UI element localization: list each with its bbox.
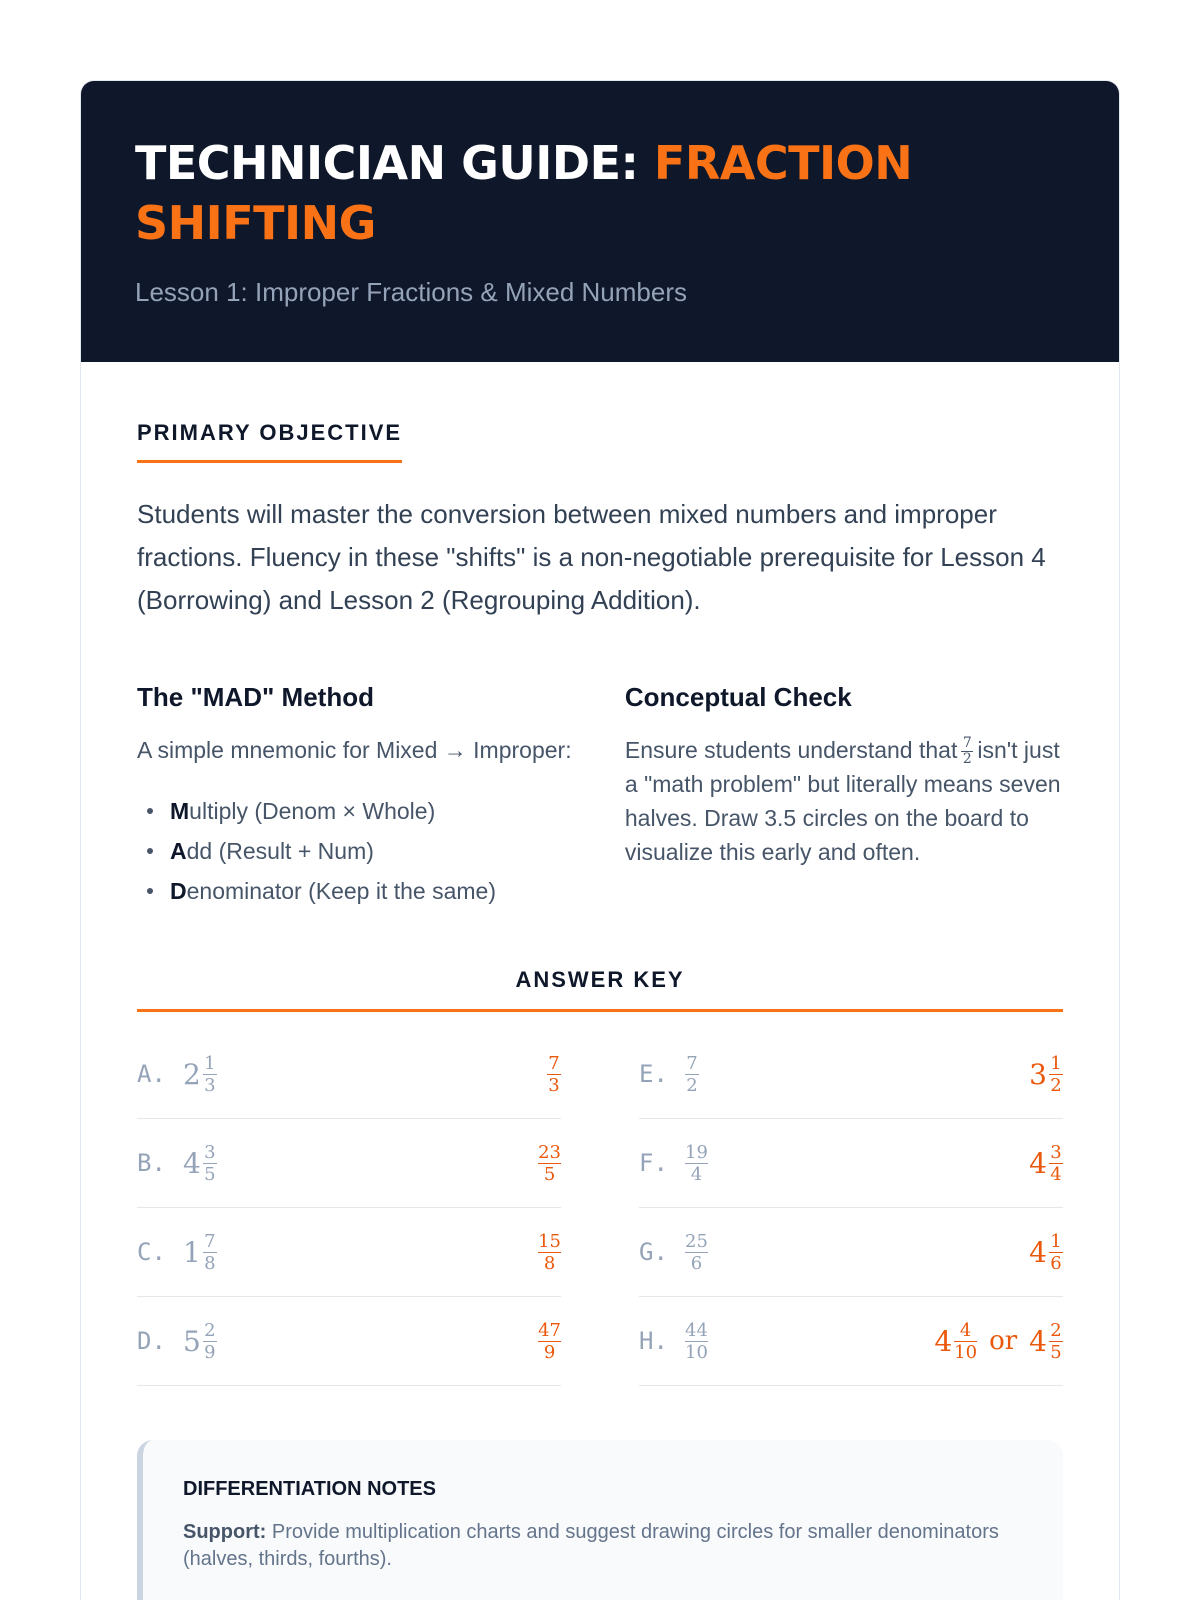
differentiation-notes <box>137 1440 1063 1600</box>
fraction-denominator: 6 <box>1050 1252 1062 1274</box>
problem <box>137 1231 217 1274</box>
answer-row <box>137 1119 561 1208</box>
problem-letter: E. <box>639 1060 668 1088</box>
problem-letter: B. <box>137 1149 166 1177</box>
whole-number: 2 <box>183 1057 201 1091</box>
whole-number: 4 <box>183 1146 201 1180</box>
answer-key-left-column <box>137 1030 561 1386</box>
list-item <box>137 831 625 871</box>
fraction-denominator: 4 <box>690 1163 703 1185</box>
fraction-numerator: 7 <box>962 735 972 752</box>
problem <box>137 1320 217 1363</box>
mixed-number <box>1029 1053 1063 1096</box>
fraction-numerator: 19 <box>685 1141 708 1163</box>
fraction-numerator: 23 <box>538 1141 561 1163</box>
fraction-stack <box>203 1053 217 1096</box>
fraction-denominator: 5 <box>204 1163 216 1185</box>
fraction-stack <box>538 1142 561 1185</box>
fraction-denominator: 2 <box>962 751 972 768</box>
fraction-stack <box>538 1320 561 1363</box>
fraction <box>685 1053 699 1096</box>
answer-key-grid <box>137 1030 1063 1386</box>
problem-letter: G. <box>639 1238 668 1266</box>
support-text: Provide multiplication charts and suggest drawing circles for smaller denominators (halves, thirds, fourths). <box>183 1521 999 1570</box>
mad-intro: A simple mnemonic for Mixed → Improper: <box>137 737 572 763</box>
answer <box>1029 1231 1063 1274</box>
mnemonic-letter: D <box>170 878 187 904</box>
fraction-denominator: 5 <box>1050 1341 1062 1363</box>
page-subtitle: Lesson 1: Improper Fractions & Mixed Numbers <box>135 277 687 307</box>
concept-heading: Conceptual Check <box>624 682 852 712</box>
two-column-section <box>137 682 1063 911</box>
problem-letter: F. <box>639 1149 668 1177</box>
fraction-numerator: 4 <box>959 1319 972 1341</box>
fraction-numerator: 3 <box>204 1141 216 1163</box>
fraction-denominator: 2 <box>686 1074 698 1096</box>
fraction-numerator: 1 <box>204 1052 216 1074</box>
answer-key-right-column <box>639 1030 1063 1386</box>
answer <box>547 1053 561 1096</box>
answer <box>538 1142 561 1185</box>
header-banner <box>81 81 1119 362</box>
fraction-denominator: 8 <box>543 1252 556 1274</box>
answer <box>934 1320 1063 1363</box>
fraction-numerator: 15 <box>538 1230 561 1252</box>
objective-text: Students will master the conversion between mixed numbers and improper fractions. Fluency in these "shifts" is a non-negotiable prerequisite for Lesson 4 (Borrowing) and Lesson 2 (Regrouping Addition). <box>137 499 1046 615</box>
answer-row <box>639 1208 1063 1297</box>
fraction-stack <box>1049 1320 1063 1363</box>
fraction-numerator: 7 <box>548 1052 560 1074</box>
problem <box>639 1142 708 1185</box>
notes-heading: DIFFERENTIATION NOTES <box>183 1478 436 1500</box>
fraction-denominator: 5 <box>543 1163 556 1185</box>
whole-number: 1 <box>183 1235 201 1269</box>
answer-key-title: ANSWER KEY <box>137 967 1063 1012</box>
answer-row <box>639 1119 1063 1208</box>
fraction-denominator: 2 <box>1050 1074 1062 1096</box>
fraction <box>538 1320 561 1363</box>
problem <box>137 1142 217 1185</box>
guide-card <box>80 80 1120 1600</box>
fraction <box>685 1320 708 1363</box>
guide-body <box>81 362 1119 1600</box>
answer-row <box>137 1030 561 1119</box>
fraction-stack <box>685 1231 708 1274</box>
answer <box>1029 1142 1063 1185</box>
fraction-denominator: 3 <box>204 1074 216 1096</box>
fraction-stack <box>203 1231 217 1274</box>
fraction-stack <box>547 1053 561 1096</box>
problem <box>639 1053 699 1096</box>
answer <box>1029 1053 1063 1096</box>
fraction-numerator: 47 <box>538 1319 561 1341</box>
problem-letter: D. <box>137 1327 166 1355</box>
mixed-number <box>183 1320 217 1363</box>
fraction-denominator: 8 <box>204 1252 216 1274</box>
mad-list <box>137 791 625 911</box>
fraction-stack <box>1049 1231 1063 1274</box>
answer <box>538 1231 561 1274</box>
fraction-numerator: 1 <box>1050 1052 1062 1074</box>
fraction-numerator: 25 <box>685 1230 708 1252</box>
whole-number: 5 <box>183 1324 201 1358</box>
fraction <box>685 1231 708 1274</box>
answer-row <box>639 1030 1063 1119</box>
problem <box>639 1231 708 1274</box>
mixed-number <box>183 1053 217 1096</box>
mnemonic-letter: A <box>170 838 187 864</box>
mixed-number <box>1029 1142 1063 1185</box>
fraction-stack <box>1049 1142 1063 1185</box>
fraction-stack <box>685 1142 708 1185</box>
mixed-number <box>1029 1320 1063 1363</box>
fraction-numerator: 2 <box>204 1319 216 1341</box>
concept-text-before: Ensure students understand that <box>624 737 958 763</box>
whole-number: 4 <box>934 1324 953 1358</box>
fraction-numerator: 7 <box>686 1052 698 1074</box>
fraction-numerator: 1 <box>1050 1230 1062 1252</box>
objective-label: PRIMARY OBJECTIVE <box>137 420 402 463</box>
problem-letter: A. <box>137 1060 166 1088</box>
fraction-stack <box>203 1320 217 1363</box>
answer <box>538 1320 561 1363</box>
fraction-denominator: 10 <box>954 1341 978 1363</box>
problem <box>137 1053 217 1096</box>
support-label: Support: <box>183 1521 267 1543</box>
fraction-denominator: 9 <box>204 1341 216 1363</box>
conceptual-check-column <box>625 682 1063 911</box>
fraction-denominator: 9 <box>543 1341 556 1363</box>
mnemonic-text: enominator (Keep it the same) <box>186 878 497 904</box>
fraction-numerator: 44 <box>685 1319 708 1341</box>
inline-fraction <box>961 736 973 767</box>
mnemonic-letter: M <box>170 798 190 824</box>
fraction <box>538 1231 561 1274</box>
fraction-numerator: 3 <box>1050 1141 1062 1163</box>
mnemonic-text: ultiply (Denom × Whole) <box>189 798 436 824</box>
fraction-stack <box>685 1320 708 1363</box>
list-item <box>137 791 625 831</box>
fraction <box>538 1142 561 1185</box>
answer-row <box>137 1208 561 1297</box>
concept-text-after: isn't just a "math problem" but literally means seven halves. Draw 3.5 circles on the board to visualize this early and often. <box>624 737 1061 866</box>
fraction-denominator: 3 <box>548 1074 560 1096</box>
title-accent: FRACTION SHIFTING <box>135 136 913 250</box>
mad-heading: The "MAD" Method <box>137 682 374 712</box>
concept-text <box>625 733 1063 869</box>
fraction <box>547 1053 561 1096</box>
fraction-numerator: 2 <box>1050 1319 1062 1341</box>
fraction-denominator: 6 <box>690 1252 703 1274</box>
answer-or: or <box>989 1326 1018 1356</box>
mixed-number <box>183 1231 217 1274</box>
problem <box>639 1320 708 1363</box>
fraction <box>685 1142 708 1185</box>
notes-support <box>183 1519 1023 1573</box>
mixed-number <box>1029 1231 1063 1274</box>
fraction-stack <box>203 1142 217 1185</box>
whole-number: 4 <box>1029 1235 1047 1269</box>
whole-number: 4 <box>1029 1146 1047 1180</box>
page-title <box>135 133 1065 253</box>
fraction-stack <box>685 1053 699 1096</box>
mixed-number <box>183 1142 217 1185</box>
title-prefix: TECHNICIAN GUIDE: <box>135 136 639 190</box>
fraction-denominator: 10 <box>685 1341 708 1363</box>
fraction-stack <box>954 1320 977 1363</box>
list-item <box>137 871 625 911</box>
problem-letter: C. <box>137 1238 166 1266</box>
whole-number: 4 <box>1029 1324 1047 1358</box>
mad-method-column <box>137 682 625 911</box>
problem-letter: H. <box>639 1327 668 1355</box>
fraction-numerator: 7 <box>204 1230 216 1252</box>
answer-row <box>137 1297 561 1386</box>
answer-row <box>639 1297 1063 1386</box>
fraction-denominator: 4 <box>1050 1163 1062 1185</box>
fraction-stack <box>538 1231 561 1274</box>
mixed-number <box>934 1320 977 1363</box>
fraction-stack <box>1049 1053 1063 1096</box>
mnemonic-text: dd (Result + Num) <box>186 838 374 864</box>
whole-number: 3 <box>1029 1057 1047 1091</box>
